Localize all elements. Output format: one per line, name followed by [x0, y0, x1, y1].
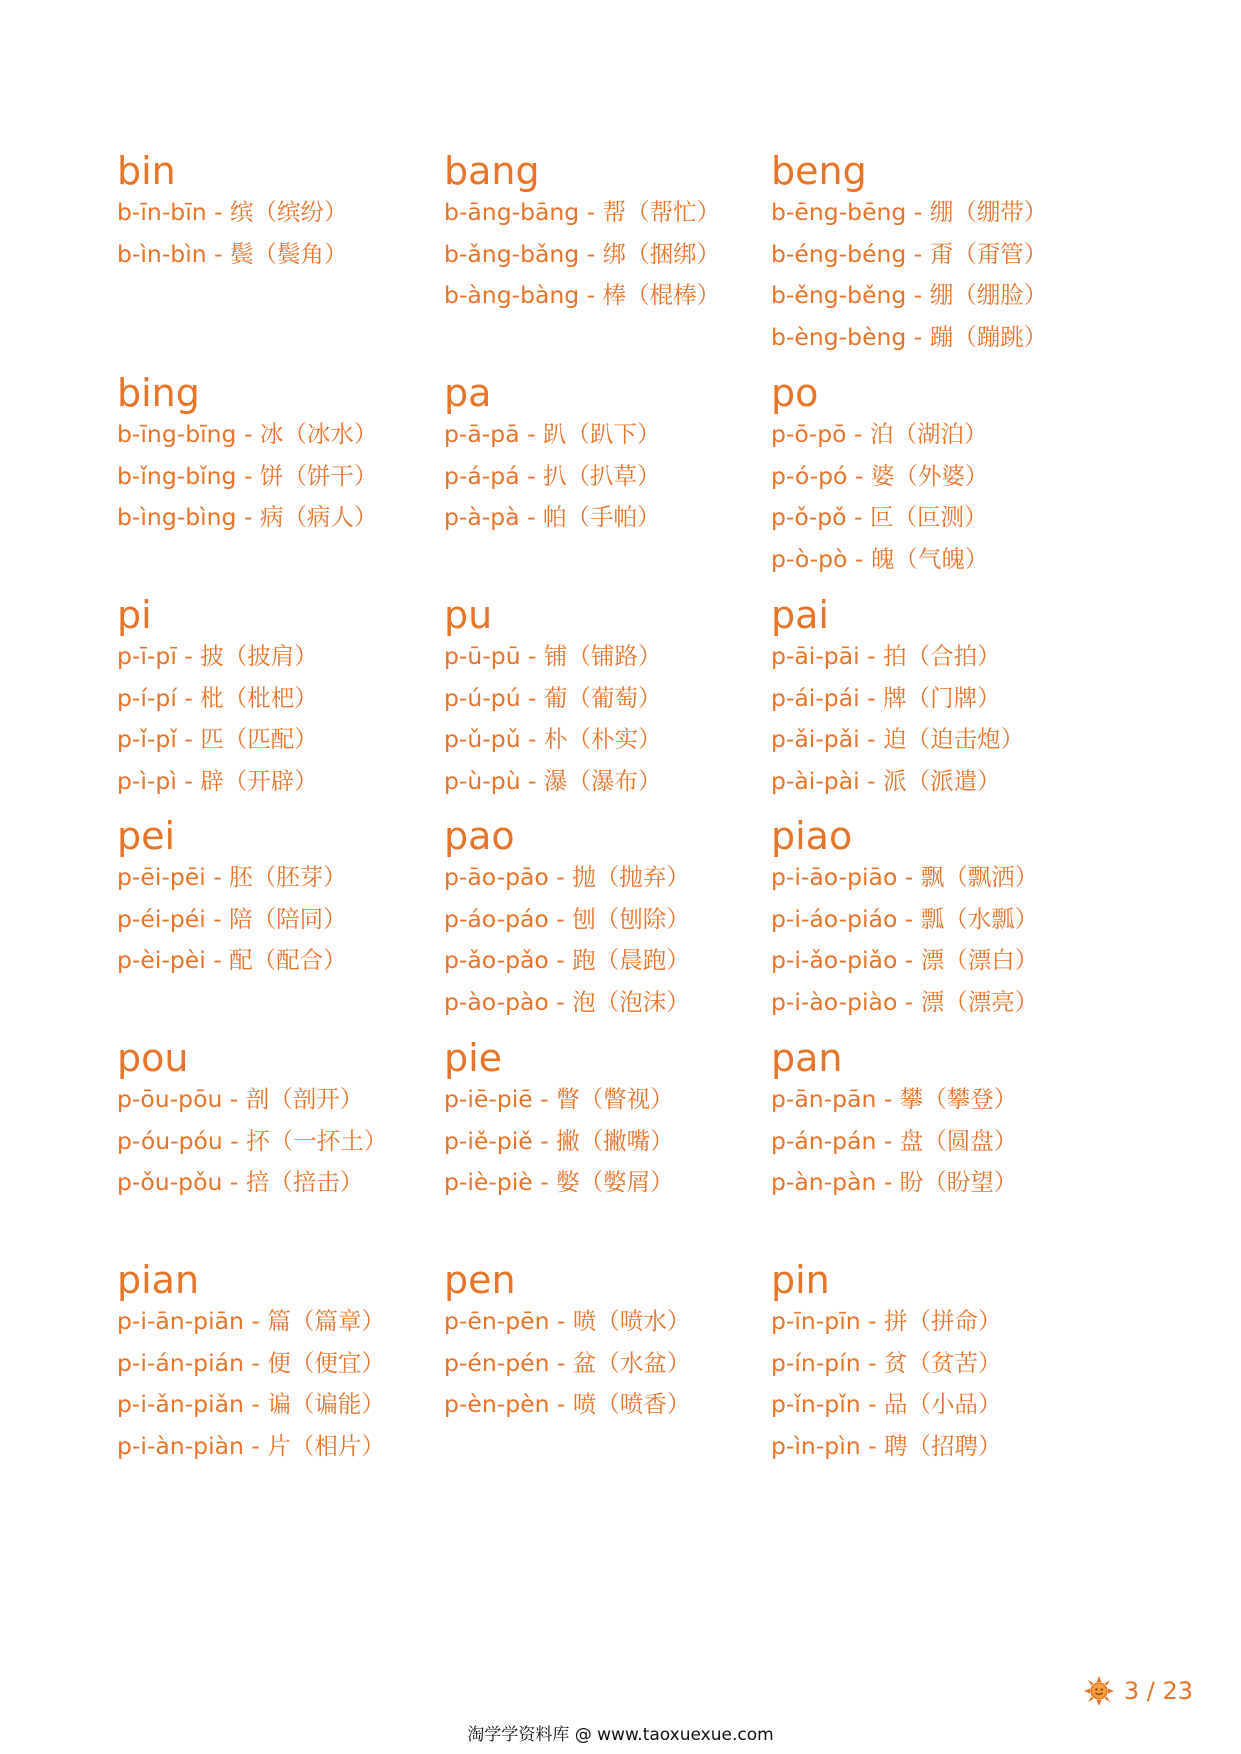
spelling-line: p-én-pén - 盆（水盆）	[444, 1348, 691, 1377]
syllable-title: beng	[771, 149, 867, 193]
spelling-line: p-i-ǎn-piǎn - 谝（谝能）	[117, 1390, 385, 1418]
syllable-title: bing	[117, 371, 200, 415]
spelling-line: p-īn-pīn - 拼（拼命）	[771, 1307, 1002, 1335]
syllable-block	[444, 1259, 804, 1426]
spelling-line: p-óu-póu - 抔（一抔土）	[117, 1126, 388, 1155]
spelling-line: p-ó-pó - 婆（外婆）	[771, 461, 989, 490]
syllable-title: pa	[444, 371, 492, 415]
syllable-title: pen	[444, 1258, 516, 1302]
syllable-title: pin	[771, 1258, 830, 1302]
syllable-title: pu	[444, 593, 493, 637]
spelling-line: b-ěng-běng - 绷（绷脸）	[771, 281, 1048, 309]
spelling-line: p-ín-pín - 贫（贫苦）	[771, 1348, 1002, 1377]
syllable-block	[444, 815, 804, 1023]
syllable-block	[771, 1259, 1131, 1467]
syllable-title: pou	[117, 1036, 189, 1080]
spelling-line: p-i-ào-piào - 漂（漂亮）	[771, 987, 1039, 1016]
spelling-line: p-ǐn-pǐn - 品（小品）	[771, 1390, 1002, 1418]
spelling-line: p-ōu-pōu - 剖（剖开）	[117, 1085, 364, 1113]
syllable-block	[771, 150, 1131, 358]
syllable-title: piao	[771, 814, 853, 858]
syllable-block	[771, 815, 1131, 1023]
spelling-line: p-ēi-pēi - 胚（胚芽）	[117, 863, 347, 891]
spelling-line: b-āng-bāng - 帮（帮忙）	[444, 198, 721, 226]
spelling-line: p-i-ān-piān - 篇（篇章）	[117, 1307, 385, 1335]
spelling-line: p-ài-pài - 派（派遣）	[771, 766, 1001, 795]
spelling-line: p-iè-piè - 嫳（嫳屑）	[444, 1168, 674, 1196]
spelling-line: p-āo-pāo - 抛（抛弃）	[444, 863, 690, 891]
spelling-line: p-ī-pī - 披（披肩）	[117, 642, 318, 670]
spelling-line: p-à-pà - 帕（手帕）	[444, 503, 661, 531]
syllable-title: bin	[117, 149, 176, 193]
syllable-block	[117, 1037, 477, 1204]
syllable-block	[444, 594, 804, 802]
spelling-line: p-i-ǎo-piǎo - 漂（漂白）	[771, 946, 1039, 974]
spelling-line: p-ái-pái - 牌（门牌）	[771, 683, 1001, 712]
sun-icon	[1084, 1676, 1114, 1706]
syllable-block	[117, 1259, 477, 1467]
spelling-line: b-éng-béng - 甭（甭管）	[771, 239, 1048, 268]
spelling-line: p-ò-pò - 魄（气魄）	[771, 544, 989, 573]
spelling-line: b-àng-bàng - 棒（棍棒）	[444, 281, 721, 309]
syllable-block	[117, 594, 477, 802]
spelling-line: p-i-án-pián - 便（便宜）	[117, 1348, 385, 1377]
syllable-block	[771, 1037, 1131, 1204]
syllable-block	[117, 150, 477, 275]
syllable-title: pie	[444, 1036, 503, 1080]
spelling-line: p-éi-péi - 陪（陪同）	[117, 904, 347, 933]
spelling-line: p-ù-pù - 瀑（瀑布）	[444, 766, 662, 795]
spelling-line: b-ìn-bìn - 鬓（鬓角）	[117, 239, 348, 268]
site-footer: 淘学学资料库 @ www.taoxuexue.com	[467, 1725, 774, 1745]
syllable-block	[117, 815, 477, 982]
spelling-line: p-àn-pàn - 盼（盼望）	[771, 1168, 1018, 1196]
syllable-block	[444, 1037, 804, 1204]
syllable-title: bang	[444, 149, 540, 193]
spelling-line: p-i-áo-piáo - 瓢（水瓢）	[771, 904, 1039, 933]
spelling-line: p-ō-pō - 泊（湖泊）	[771, 420, 988, 448]
spelling-line: b-ǎng-bǎng - 绑（捆绑）	[444, 239, 721, 268]
spelling-line: b-īng-bīng - 冰（冰水）	[117, 420, 378, 448]
spelling-line: p-ú-pú - 葡（葡萄）	[444, 683, 662, 712]
spelling-line: b-ēng-bēng - 绷（绷带）	[771, 198, 1048, 226]
syllable-title: pei	[117, 814, 176, 858]
syllable-title: po	[771, 371, 819, 415]
spelling-line: p-ǎo-pǎo - 跑（晨跑）	[444, 946, 690, 974]
spelling-line: b-èng-bèng - 蹦（蹦跳）	[771, 322, 1048, 351]
syllable-block	[771, 594, 1131, 802]
spelling-line: p-áo-páo - 刨（刨除）	[444, 904, 690, 933]
spelling-line: p-i-āo-piāo - 飘（飘洒）	[771, 863, 1039, 891]
spelling-line: p-ǒ-pǒ - 叵（叵测）	[771, 503, 988, 531]
syllable-block	[444, 372, 804, 539]
spelling-line: p-èn-pèn - 喷（喷香）	[444, 1390, 691, 1418]
spelling-line: p-ū-pū - 铺（铺路）	[444, 642, 662, 670]
spelling-line: p-ā-pā - 趴（趴下）	[444, 420, 661, 448]
syllable-title: pai	[771, 593, 829, 637]
page-number: 3 / 23	[1123, 1677, 1193, 1705]
spelling-line: p-á-pá - 扒（扒草）	[444, 461, 661, 490]
spelling-line: b-īn-bīn - 缤（缤纷）	[117, 198, 348, 226]
syllable-block	[444, 150, 804, 317]
spelling-line: p-ì-pì - 辟（开辟）	[117, 766, 318, 795]
spelling-line: p-án-pán - 盘（圆盘）	[771, 1126, 1018, 1155]
spelling-line: p-i-àn-piàn - 片（相片）	[117, 1431, 385, 1460]
syllable-block	[117, 372, 477, 539]
syllable-title: pi	[117, 593, 152, 637]
spelling-line: b-ǐng-bǐng - 饼（饼干）	[117, 461, 378, 490]
spelling-line: p-ān-pān - 攀（攀登）	[771, 1085, 1018, 1113]
spelling-line: p-āi-pāi - 拍（合拍）	[771, 642, 1001, 670]
spelling-line: p-ǐ-pǐ - 匹（匹配）	[117, 725, 318, 753]
spelling-line: b-ìng-bìng - 病（病人）	[117, 503, 378, 531]
spelling-line: p-iě-piě - 撇（撇嘴）	[444, 1126, 674, 1155]
spelling-line: p-ǒu-pǒu - 掊（掊击）	[117, 1168, 364, 1196]
spelling-line: p-iē-piē - 瞥（瞥视）	[444, 1085, 674, 1113]
page-indicator	[1084, 1676, 1193, 1706]
spelling-line: p-ào-pào - 泡（泡沫）	[444, 987, 690, 1016]
syllable-title: pian	[117, 1258, 200, 1302]
spelling-line: p-èi-pèi - 配（配合）	[117, 946, 347, 974]
spelling-line: p-ēn-pēn - 喷（喷水）	[444, 1307, 691, 1335]
syllable-title: pan	[771, 1036, 843, 1080]
spelling-line: p-ìn-pìn - 聘（招聘）	[771, 1431, 1002, 1460]
syllable-block	[771, 372, 1131, 580]
spelling-line: p-ǎi-pǎi - 迫（迫击炮）	[771, 725, 1025, 753]
syllable-title: pao	[444, 814, 515, 858]
spelling-line: p-ǔ-pǔ - 朴（朴实）	[444, 725, 662, 753]
spelling-line: p-í-pí - 枇（枇杷）	[117, 683, 318, 712]
